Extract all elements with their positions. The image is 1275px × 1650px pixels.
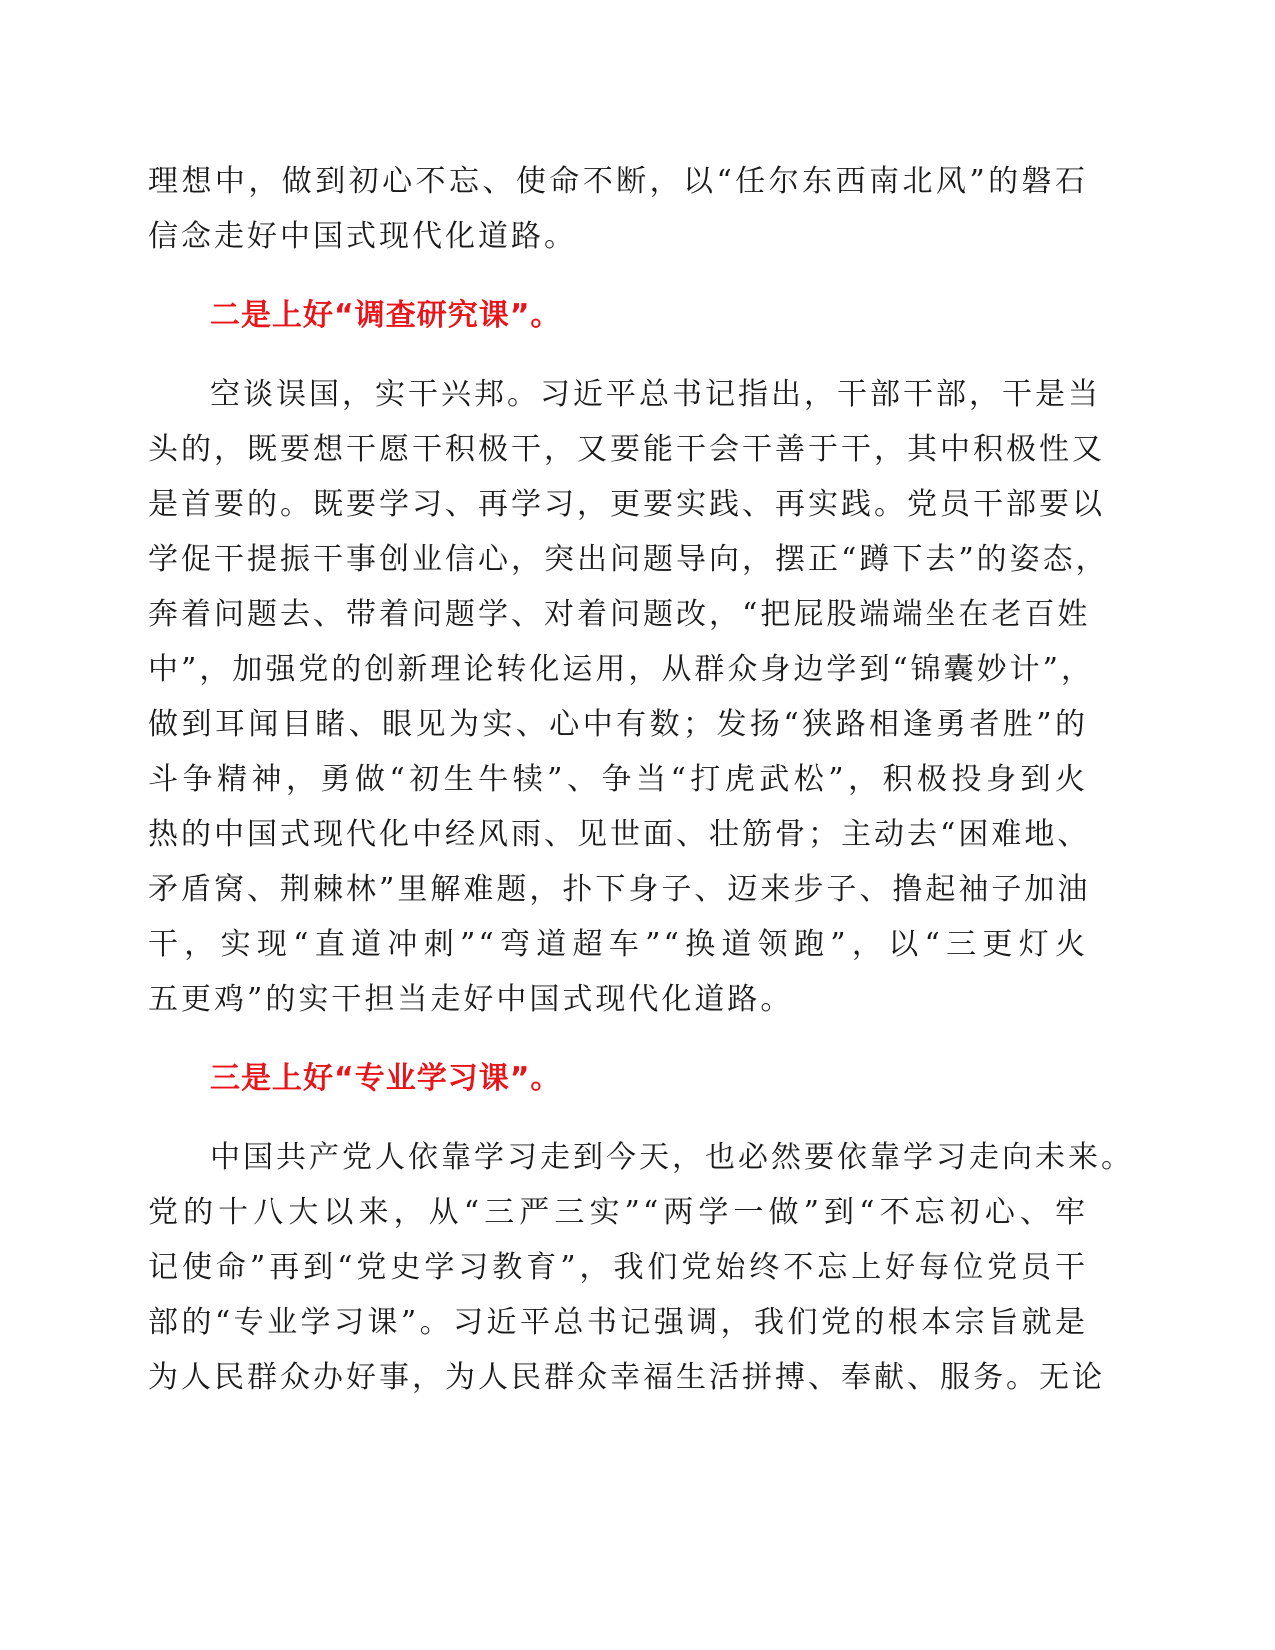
paragraph-line: 空谈误国，实干兴邦。习近平总书记指出，干部干部，干是当 [210,377,1101,412]
paragraph-line: 记使命”再到“党史学习教育”，我们党始终不忘上好每位党员干 [148,1250,1088,1285]
paragraph-line: 五更鸡”的实干担当走好中国式现代化道路。 [148,982,794,1017]
paragraph-line: 是首要的。既要学习、再学习，更要实践、再实践。党员干部要以 [148,487,1105,522]
paragraph-line: 中”，加强党的创新理论转化运用，从群众身边学到“锦囊妙计”， [148,652,1095,687]
section-heading-3: 三是上好“专业学习课”。 [210,1061,562,1096]
paragraph-line: 奔着问题去、带着问题学、对着问题改，“把屁股端端坐在老百姓 [148,597,1091,632]
paragraph-line: 为人民群众办好事，为人民群众幸福生活拼搏、奉献、服务。无论 [148,1360,1105,1395]
paragraph-line: 斗争精神，勇做“初生牛犊”、争当“打虎武松”，积极投身到火 [148,762,1088,797]
paragraph-line: 部的“专业学习课”。习近平总书记强调，我们党的根本宗旨就是 [148,1305,1088,1340]
section-heading-2: 二是上好“调查研究课”。 [210,298,562,333]
paragraph-line: 中国共产党人依靠学习走到今天，也必然要依靠学习走向未来。 [210,1140,1134,1175]
paragraph-line: 信念走好中国式现代化道路。 [148,219,577,254]
paragraph-line: 热的中国式现代化中经风雨、见世面、壮筋骨；主动去“困难地、 [148,817,1091,852]
paragraph-line: 头的，既要想干愿干积极干，又要能干会干善于干，其中积极性又 [148,432,1105,467]
paragraph-line: 干，实现“直道冲刺”“弯道超车”“换道领跑”，以“三更灯火 [148,927,1088,962]
paragraph-line: 学促干提振干事创业信心，突出问题导向，摆正“蹲下去”的姿态， [148,542,1109,577]
paragraph-line: 矛盾窝、荆棘林”里解难题，扑下身子、迈来步子、撸起袖子加油 [148,872,1091,907]
paragraph-line: 党的十八大以来，从“三严三实”“两学一做”到“不忘初心、牢 [148,1195,1088,1230]
paragraph-line: 做到耳闻目睹、眼见为实、心中有数；发扬“狭路相逢勇者胜”的 [148,707,1088,742]
paragraph-line: 理想中，做到初心不忘、使命不断，以“任尔东西南北风”的磐石 [148,164,1088,199]
